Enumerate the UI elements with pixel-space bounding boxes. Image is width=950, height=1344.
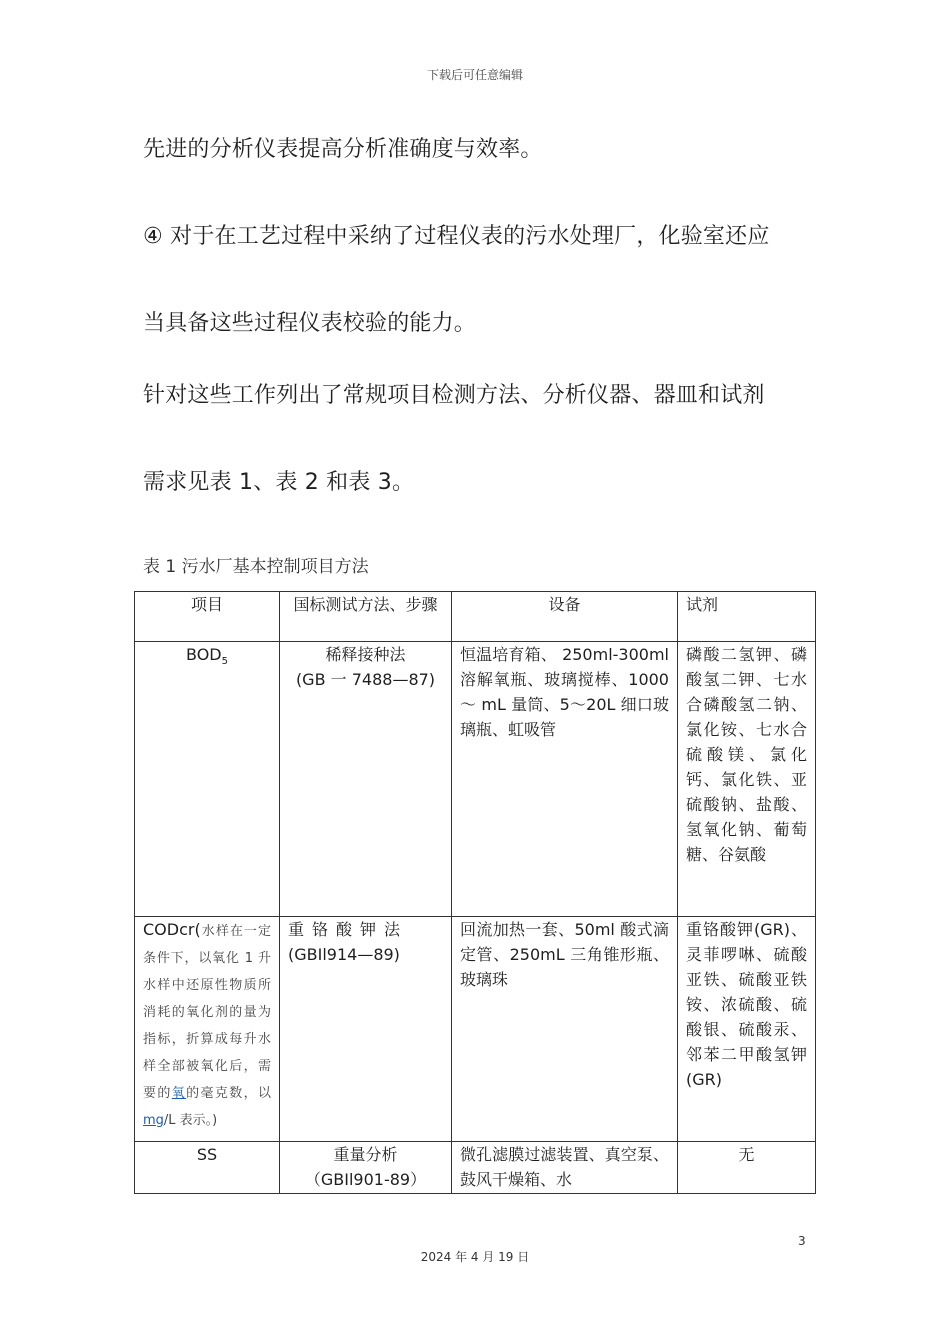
header-cell-equipment: 设备 [452,592,678,642]
cell-reagents: 重铬酸钾(GR)、灵菲啰啉、硫酸亚铁、硫酸亚铁铵、浓硫酸、硫酸银、硫酸汞、邻苯二甲酸氢钾(GR) [678,917,816,1142]
method-standard: (GBIl914—89) [288,945,400,964]
footer-date: 2024 年 4 月 19 日 [420,1250,530,1264]
table-row [135,917,816,1142]
cell-equipment: 微孔滤膜过滤装置、真空泵、鼓风干燥箱、水 [452,1142,678,1194]
item-note: 的毫克数，以 [186,1086,271,1101]
cell-reagents: 无 [678,1142,816,1194]
header-cell-method: 国标测试方法、步骤 [280,592,452,642]
table-caption: 表 1 污水厂基本控制项目方法 [143,557,369,577]
page-header: 下载后可任意编辑 [426,68,523,82]
cell-item: SS [135,1142,280,1194]
link-mg[interactable]: mg [143,1113,164,1128]
item-note: /L 表示。) [163,1113,218,1128]
item-name: CODcr( [143,920,201,939]
method-name: 稀释接种法 [325,645,406,664]
method-name: 重量分析 [333,1145,398,1164]
table-row [135,642,816,917]
cell-method [280,1142,452,1194]
method-name: 重铬酸钾法 [288,920,409,939]
control-items-table [134,591,816,1194]
table-header-row [135,592,816,642]
header-cell-item: 项目 [135,592,280,642]
item-subscript: 5 [221,656,228,668]
link-oxygen[interactable]: 氧 [171,1086,187,1101]
method-standard: (GB 一 7488—87) [295,670,436,689]
body-paragraph-line: ④ 对于在工艺过程中采纳了过程仪表的污水处理厂，化验室还应 [143,224,770,249]
cell-item [135,917,280,1142]
item-note: 水样在一定条件下，以氧化 1 升水样中还原性物质所消耗的氧化剂的量为指标，折算成每升水样全部被氧化后，需要的 [143,924,271,1101]
cell-equipment: 恒温培育箱、 250ml-300ml 溶解氧瓶、玻璃搅棒、1000～ mL 量筒、5～20L 细口玻璃瓶、虹吸管 [452,642,678,917]
method-standard: （GBIl901-89） [304,1170,427,1189]
cell-item [135,642,280,917]
cell-reagents: 磷酸二氢钾、磷酸氢二钾、七水合磷酸氢二钠、氯化铵、七水合硫酸镁、氯化钙、氯化铁、亚硫酸钠、盐酸、氢氧化钠、葡萄糖、谷氨酸 [678,642,816,917]
table-row [135,1142,816,1194]
cell-method [280,917,452,1142]
item-name: BOD [186,645,222,664]
body-paragraph-line: 针对这些工作列出了常规项目检测方法、分析仪器、器皿和试剂 [143,383,765,408]
body-paragraph-line: 需求见表 1、表 2 和表 3。 [143,470,415,495]
header-cell-reagents: 试剂 [678,592,816,642]
page-number: 3 [798,1234,806,1248]
cell-method [280,642,452,917]
cell-equipment: 回流加热一套、50ml 酸式滴定管、250mL 三角锥形瓶、玻璃珠 [452,917,678,1142]
body-paragraph-line: 先进的分析仪表提高分析准确度与效率。 [143,137,543,162]
body-paragraph-line: 当具备这些过程仪表校验的能力。 [143,311,477,336]
